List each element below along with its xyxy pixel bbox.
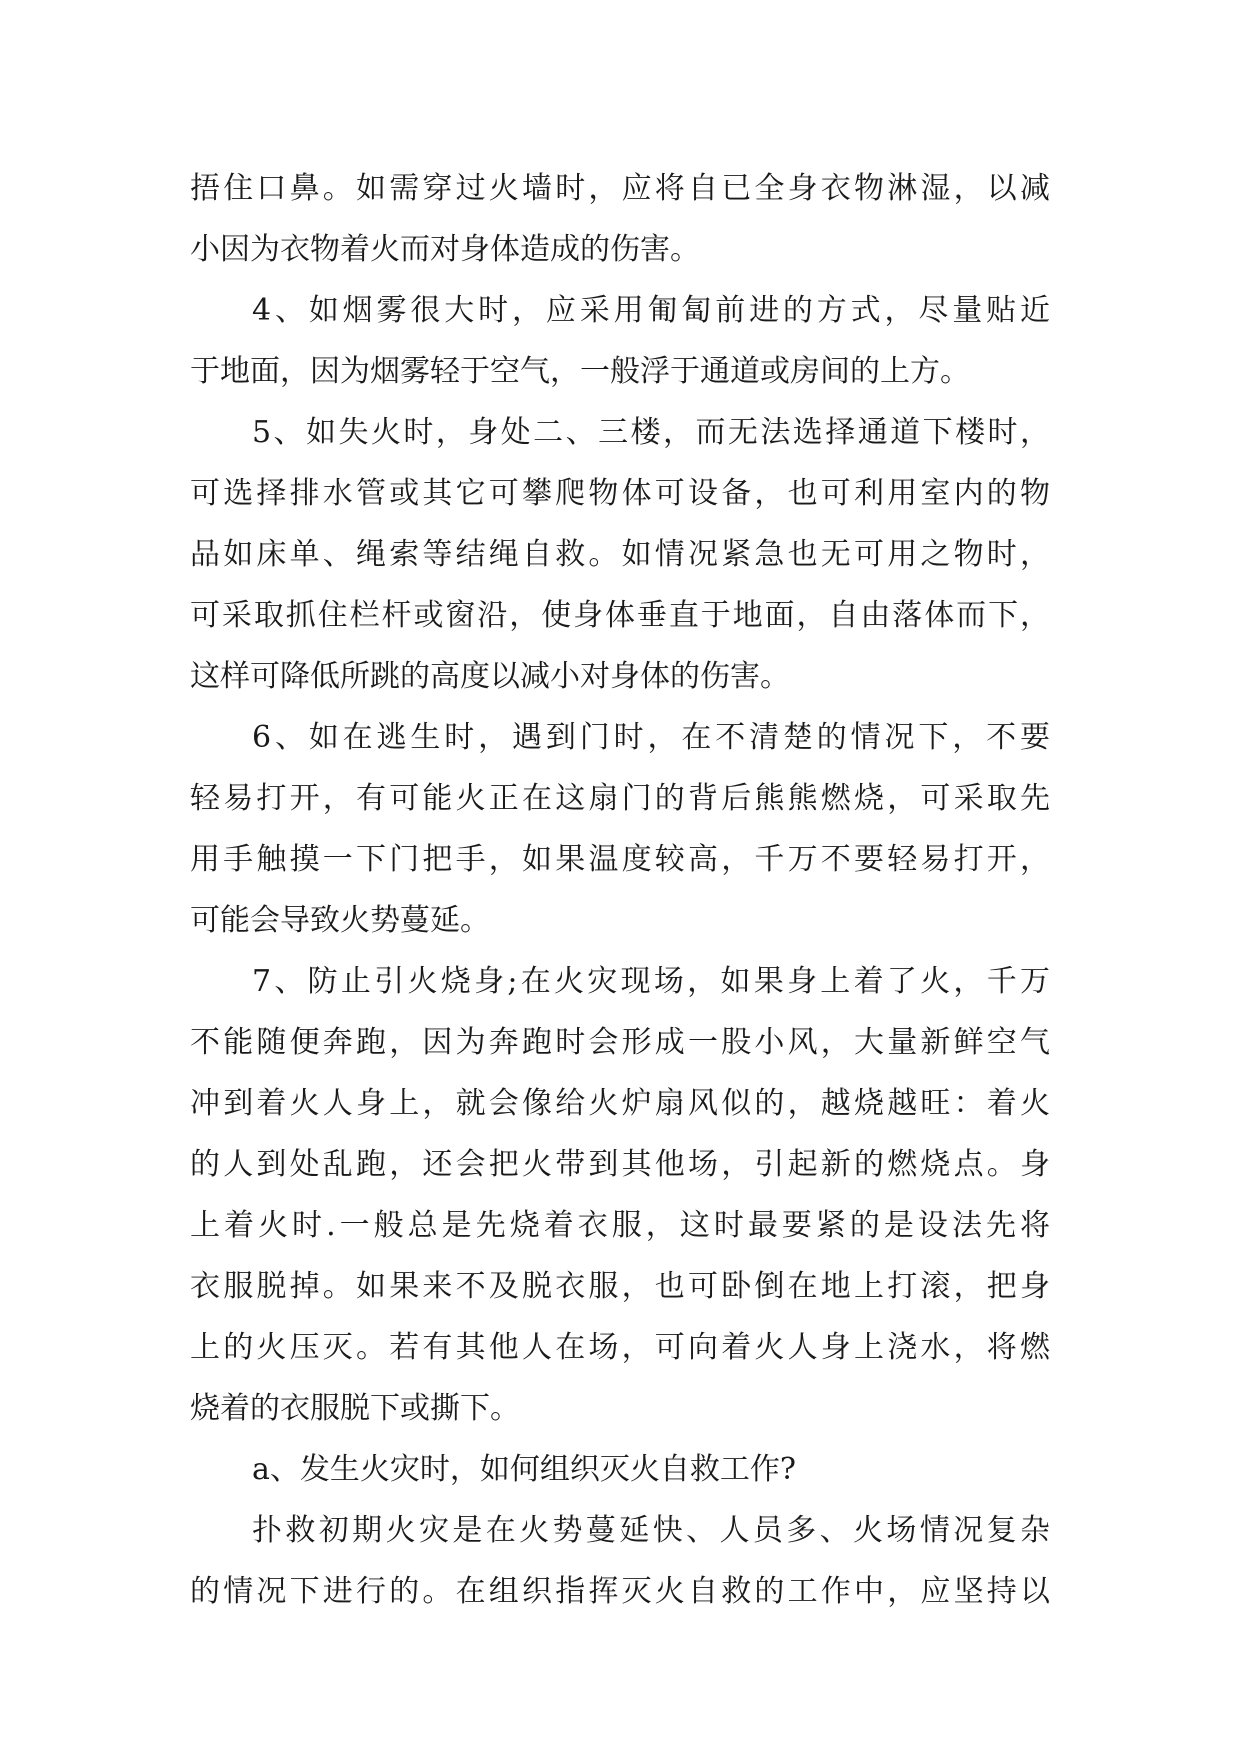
text-line: 6、如在逃生时，遇到门时，在不清楚的情况下，不要 xyxy=(252,720,1050,755)
text-line: 可采取抓住栏杆或窗沿，使身体垂直于地面，自由落体而下， xyxy=(190,598,1050,633)
text-line: 轻易打开，有可能火正在这扇门的背后熊熊燃烧，可采取先 xyxy=(190,781,1050,816)
text-line: a、发生火灾时，如何组织灭火自救工作? xyxy=(252,1452,796,1487)
text-line: 衣服脱掉。如果来不及脱衣服，也可卧倒在地上打滚，把身 xyxy=(190,1269,1050,1304)
text-line: 5、如失火时，身处二、三楼，而无法选择通道下楼时， xyxy=(252,415,1050,450)
text-line: 烧着的衣服脱下或撕下。 xyxy=(190,1391,520,1426)
text-line: 用手触摸一下门把手，如果温度较高，千万不要轻易打开， xyxy=(190,842,1050,877)
text-line: 可选择排水管或其它可攀爬物体可设备，也可利用室内的物 xyxy=(190,476,1050,511)
text-line: 捂住口鼻。如需穿过火墙时，应将自已全身衣物淋湿，以减 xyxy=(190,171,1050,206)
text-line: 上着火时.一般总是先烧着衣服，这时最要紧的是设法先将 xyxy=(190,1208,1050,1243)
document-body xyxy=(190,158,1050,1622)
text-line: 冲到着火人身上，就会像给火炉扇风似的，越烧越旺：着火 xyxy=(190,1086,1050,1121)
text-line: 这样可降低所跳的高度以减小对身体的伤害。 xyxy=(190,659,790,694)
text-line: 品如床单、绳索等结绳自救。如情况紧急也无可用之物时， xyxy=(190,537,1050,572)
text-line: 4、如烟雾很大时，应采用匍匐前进的方式，尽量贴近 xyxy=(252,293,1050,328)
text-line: 7、防止引火烧身;在火灾现场，如果身上着了火，千万 xyxy=(252,964,1050,999)
text-line: 不能随便奔跑，因为奔跑时会形成一股小风，大量新鲜空气 xyxy=(190,1025,1050,1060)
text-line: 扑救初期火灾是在火势蔓延快、人员多、火场情况复杂 xyxy=(252,1513,1050,1548)
text-line: 可能会导致火势蔓延。 xyxy=(190,903,490,938)
text-line: 的人到处乱跑，还会把火带到其他场，引起新的燃烧点。身 xyxy=(190,1147,1050,1182)
text-line: 于地面，因为烟雾轻于空气，一般浮于通道或房间的上方。 xyxy=(190,354,970,389)
text-line: 的情况下进行的。在组织指挥灭火自救的工作中，应坚持以 xyxy=(190,1574,1050,1609)
text-line: 上的火压灭。若有其他人在场，可向着火人身上浇水，将燃 xyxy=(190,1330,1050,1365)
text-line: 小因为衣物着火而对身体造成的伤害。 xyxy=(190,232,700,267)
